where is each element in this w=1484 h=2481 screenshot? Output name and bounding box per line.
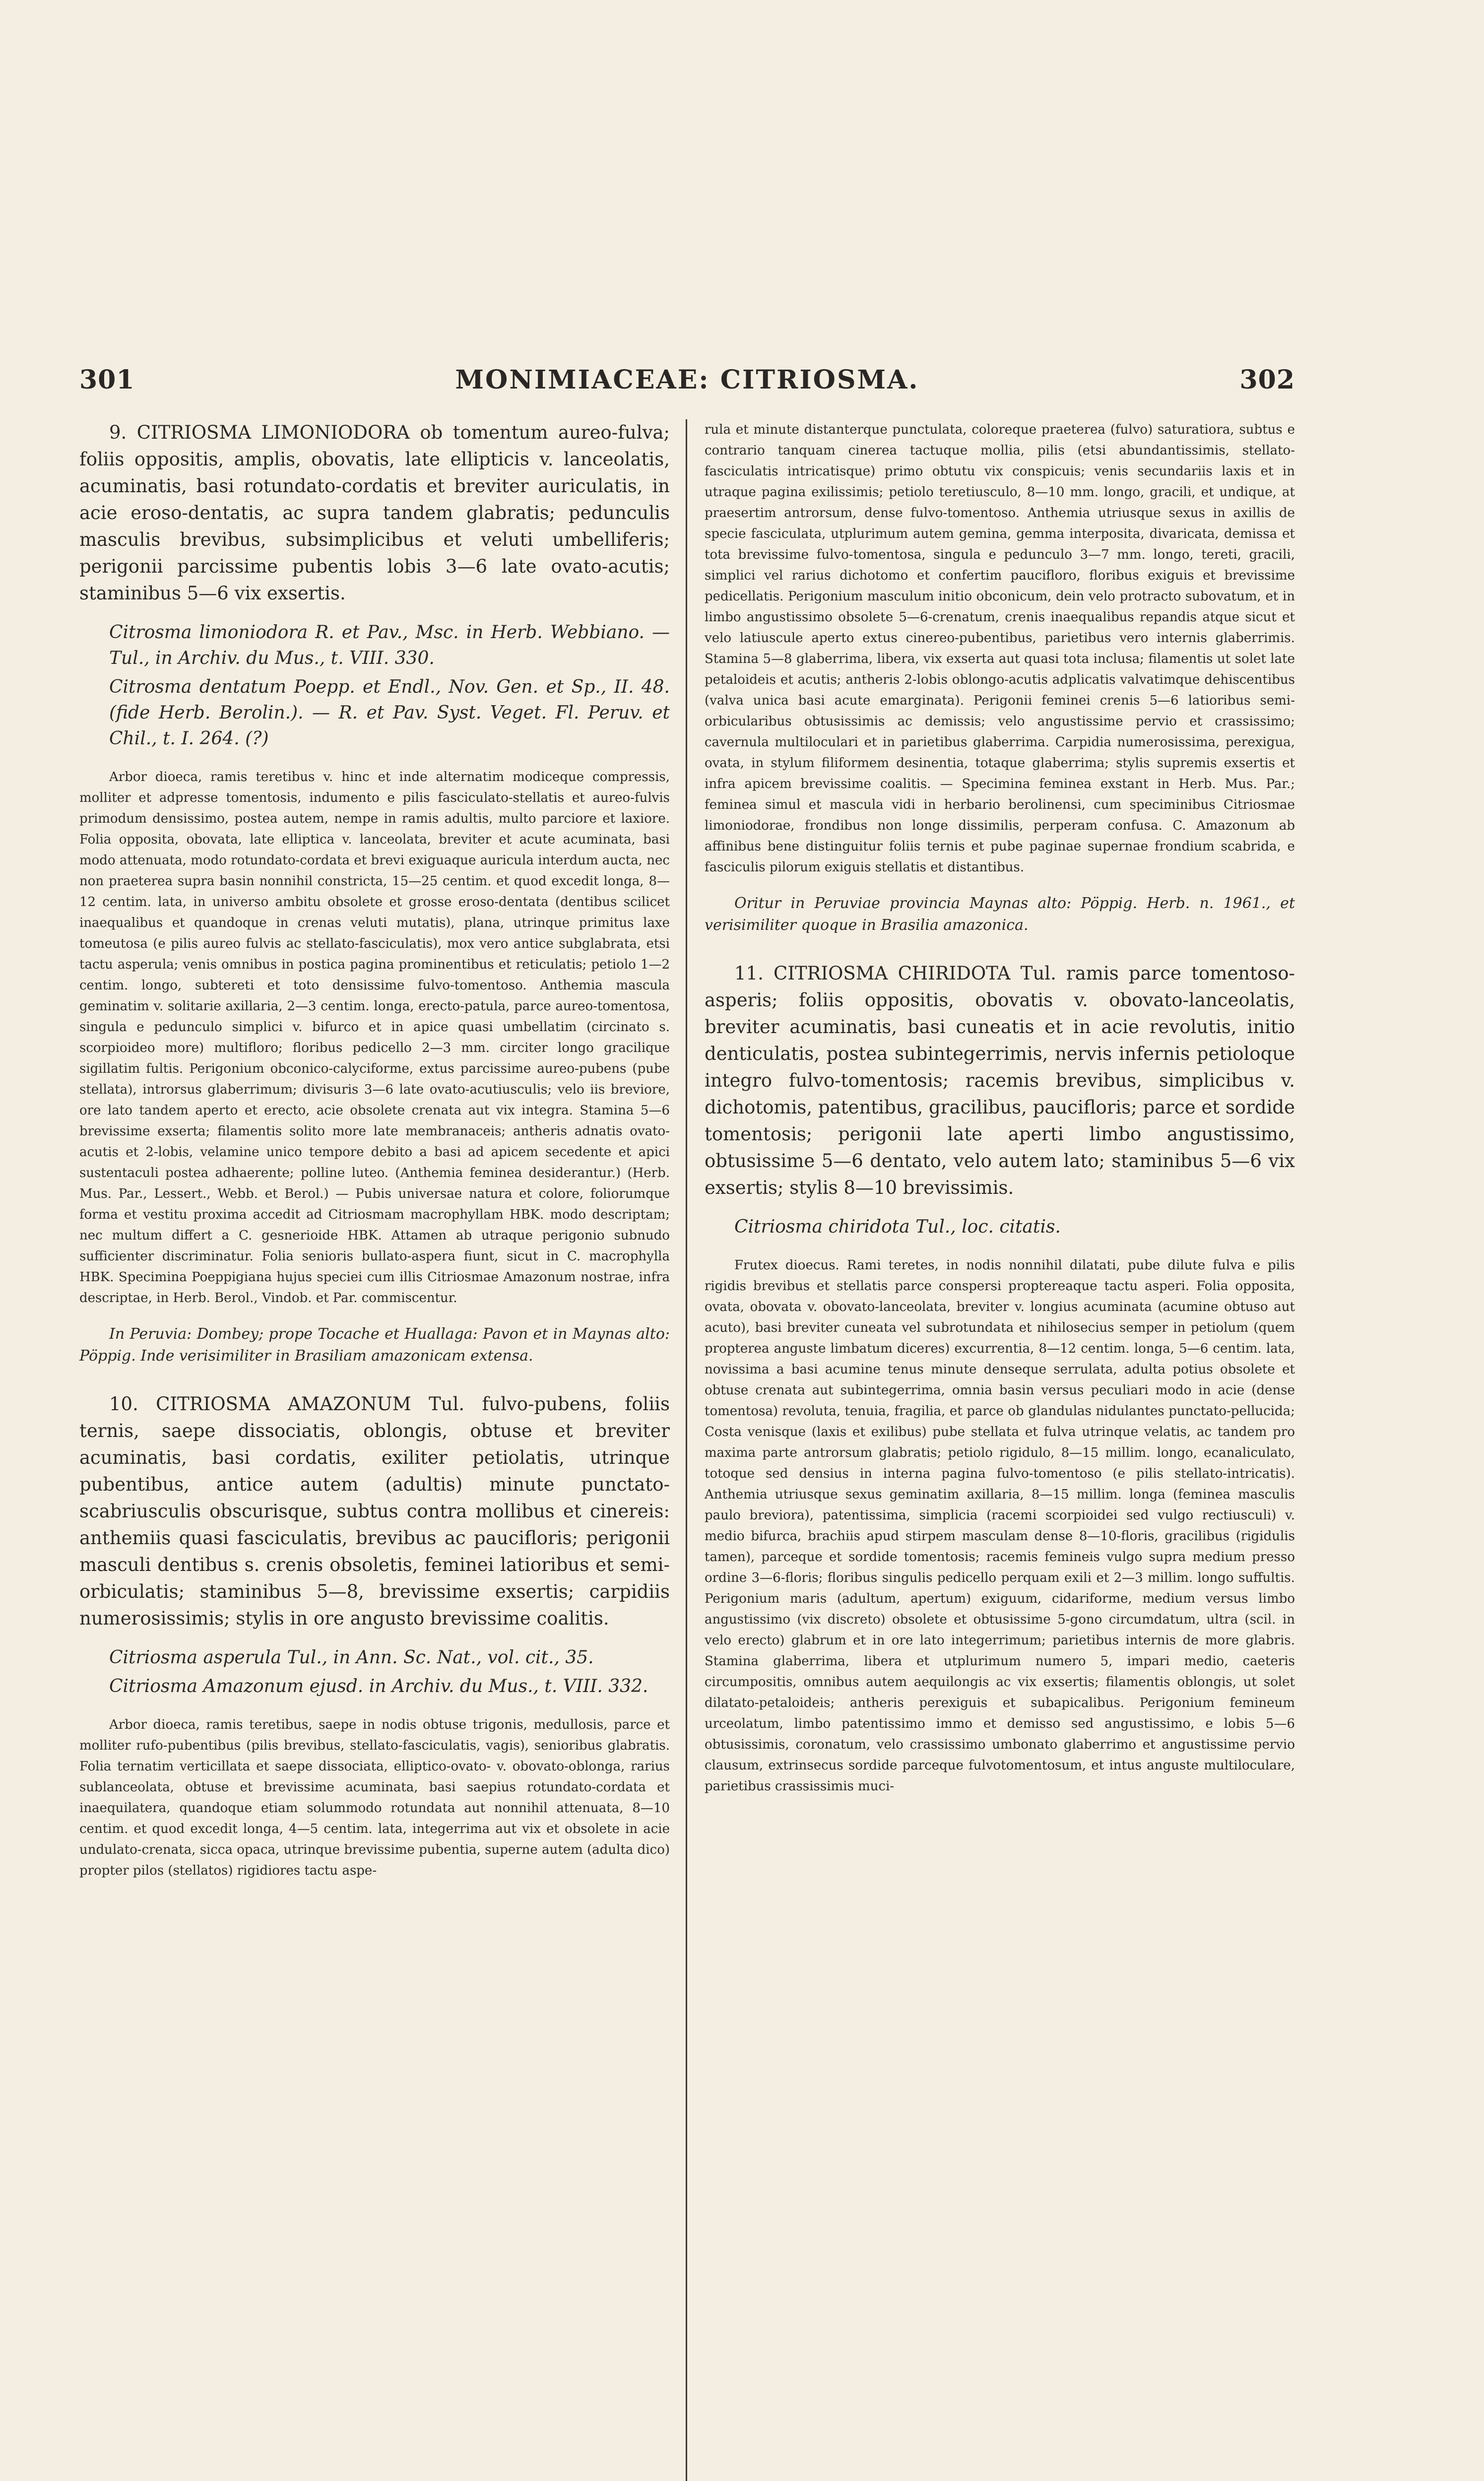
page-number-left: 301: [79, 365, 135, 395]
species-10-section: [79, 1391, 670, 1881]
right-column: [705, 419, 1295, 1797]
species-9-distribution: In Peruvia: Dombey; prope Tocache et Huallaga: Pavon et in Maynas alto: Pöppig. Inde verisimiliter in Brasiliam amazonicam extensa.: [79, 1325, 670, 1365]
species-10-description-continued: rula et minute distanterque punctulata, coloreque praeterea (fulvo) saturatiora, subtus e contrario tanquam cinerea tactuque mollia, pilis (etsi abundantissimis, stellato-fasciculatis intricatisque) primo obtutu vix conspicuis; venis secundariis laxis et in utraque pagina exilissimis; petiolo teretiusculo, 8—10 mm. longo, gracili, et undique, at praesertim antrorsum, dense fulvo-tomentoso. Anthemia utriusque sexus in axillis de specie fasciculata, utplurimum autem gemina, gemma interposita, divaricata, demissa et tota brevissime fulvo-tomentosa, singula e pedunculo 3—7 mm. longo, tereti, gracili, simplici vel rarius dichotomo et confertim paucifloro, floribus exiguis et brevissime pedicellatis. Perigonium masculum initio obconicum, dein velo protracto subovatum, et in limbo angustissimo obsolete 5—6-crenatum, crenis inaequalibus repandis atque sicut et velo latiuscule aperto extus cinereo-pubentibus, parietibus vero internis glaberrimis. Stamina 5—8 glaberrima, libera, vix exserta aut quasi tota inclusa; filamentis ut solet late petaloideis et acutis; antheris 2-lobis oblongo-acutis adplicatis valvatimque dehiscentibus (valva unica basi acute emarginata). Perigonii feminei crenis 5—6 latioribus semi-orbicularibus obtusissimis ac demissis; velo angustissime pervio et crassissimo; cavernula multiloculari et in parietibus glaberrima. Carpidia numerosissima, perexigua, ovata, in stylum filiformem desinentia, totaque glaberrima; stylis supremis exsertis et infra apicem brevissime coalitis. — Specimina feminea exstant in Herb. Mus. Par.; feminea simul et mascula vidi in herbario berolinensi, cum speciminibus Citriosmae limoniodorae, frondibus non longe dissimilis, perperam confusa. C. Amazonum ab affinibus bene distinguitur foliis ternis et pube paginae supernae frondium scabrida, e fasciculis pilorum exiguis stellatis et distantibus.: [705, 422, 1295, 875]
species-9-synonym-2: Citrosma dentatum Poepp. et Endl., Nov. Gen. et Sp., II. 48. (fide Herb. Berolin.). — R. et Pav. Syst. Veget. Fl. Peruv. et Chil., t. I. 264. (?): [109, 677, 670, 749]
column-divider: [686, 419, 687, 2481]
species-11-diagnosis: 11. CITRIOSMA CHIRIDOTA Tul. ramis parce tomentoso-asperis; foliis oppositis, obovatis v. obovato-lanceolatis, breviter acuminatis, basi cuneatis et in acie revolutis, initio denticulatis, postea subintegerrimis, nervis infernis petioloque integro fulvo-tomentosis; racemis brevibus, simplicibus v. dichotomis, patentibus, gracilibus, paucifloris; parce et sordide tomentosis; perigonii late aperti limbo angustissimo, obtusissime 5—6 dentato, velo autem lato; staminibus 5—6 vix exsertis; stylis 8—10 brevissimis.: [705, 963, 1295, 1198]
species-11-synonym: Citriosma chiridota Tul., loc. citatis.: [734, 1217, 1061, 1237]
species-10-distribution: Oritur in Peruviae provincia Maynas alto: Pöppig. Herb. n. 1961., et verisimiliter quoque in Brasilia amazonica.: [705, 895, 1295, 934]
species-11-section: [705, 960, 1295, 1797]
species-9-synonym: Citrosma limoniodora R. et Pav., Msc. in Herb. Webbiano. — Tul., in Archiv. du Mus., t. VIII. 330.: [109, 622, 670, 668]
species-11-description: Frutex dioecus. Rami teretes, in nodis nonnihil dilatati, pube dilute fulva e pilis rigidis brevibus et stellatis parce conspersi proptereaque tactu asperi. Folia opposita, ovata, obovata v. obovato-lanceolata, breviter v. longius acuminata (acumine obtuso aut acuto), basi breviter cuneata vel subrotundata et nihilosecius semper in petiolum (quem propterea anguste limbatum diceres) excurrentia, 8—12 centim. longa, 5—6 centim. lata, novissima a basi acumine tenus minute denseque serrulata, adulta potius obsolete et obtuse crenata aut subintegerrima, omnia basin versus peculiari modo in acie (dense tomentosa) revoluta, tenuia, fragilia, et parce ob glandulas nidulantes punctato-pellucida; Costa venisque (laxis et exilibus) pube stellata et fulva utrinque velatis, ac tandem pro maxima parte antrorsum glabratis; petiolo rigidulo, 8—15 millim. longo, ecanaliculato, totoque sed densius in interna pagina fulvo-tomentoso (e pilis stellato-intricatis). Anthemia utriusque sexus geminatim axillaria, 8—15 millim. longa (feminea masculis paulo breviora), patentissima, simplicia (racemi scorpioidei sed vulgo rectiusculi) v. medio bifurca, brachiis apud stirpem masculam dense 8—10-floris, gracilibus (rigidulis tamen), parceque et sordide tomentosis; racemis femineis vulgo supra medium presso ordine 3—6-floris; floribus singulis pedicello perquam exili et 2—3 millim. longo suffultis. Perigonium maris (adultum, apertum) exiguum, cidariforme, medium versus limbo angustissimo (vix discreto) obsolete et obtusissime 5-gono circumdatum, ultra (scil. in velo erecto) glabrum et in ore lato integerrimum; parietibus internis de more glabris. Stamina glaberrima, libera et utplurimum numero 5, impari medio, caeteris circumpositis, omnibus autem aequilongis ac vix exsertis; filamentis oblongis, ut solet dilatato-petaloideis; antheris perexiguis et subapicalibus. Perigonium femineum urceolatum, limbo patentissimo immo et demisso sed angustissimo, e lobis 5—6 obtusissimis, coronatum, velo crassissimo umbonato glaberrimo et angustissime pervio clausum, extrinsecus sordide parceque fulvotomentosum, et intus anguste multiloculare, parietibus crassissimis muci-: [705, 1258, 1295, 1794]
species-9-description: Arbor dioeca, ramis teretibus v. hinc et inde alternatim modiceque compressis, molliter et adpresse tomentosis, indumento e pilis fasciculato-stellatis et aureo-fulvis primodum densissimo, postea autem, nempe in ramis adultis, multo parciore et laxiore. Folia opposita, obovata, late elliptica v. lanceolata, breviter et acute acuminata, basi modo attenuata, modo rotundato-cordata et brevi exiguaque auricula interdum aucta, nec non praeterea supra basin nonnihil constricta, 15—25 centim. et quod excedit longa, 8—12 centim. lata, in universo ambitu obsolete et grosse eroso-dentata (dentibus scilicet inaequalibus et quandoque in crenas veluti mutatis), plana, utrinque primitus laxe tomeutosa (e pilis aureo fulvis ac stellato-fasciculatis), mox vero antice subglabrata, etsi tactu asperula; venis omnibus in postica pagina prominentibus et reticulatis; petiolo 1—2 centim. longo, subtereti et toto densissime fulvo-tomentoso. Anthemia mascula geminatim v. solitarie axillaria, 2—3 centim. longa, erecto-patula, parce aureo-tomentosa, singula e pedunculo simplici v. bifurco et in apice quasi umbellatim (circinato s. scorpioideo more) multifloro; floribus pedicello 2—3 mm. circiter longo gracilique sigillatim fultis. Perigonium obconico-calyciforme, extus parcissime aureo-pubens (pube stellata), introrsus glaberrimum; divisuris 3—6 late ovato-acutiusculis; velo iis breviore, ore lato tandem aperto et erecto, acie obsolete crenata aut vix integra. Stamina 5—6 brevissime exserta; filamentis solito more late membranaceis; antheris adnatis ovato-acutis et 2-lobis, velamine unico tempore debito a basi ad apicem secedente et apici sustentaculi postea adhaerente; polline luteo. (Anthemia feminea desiderantur.) (Herb. Mus. Par., Lessert., Webb. et Berol.) — Pubis universae natura et colore, foliorumque forma et vestitu proxima accedit ad Citriosmam macrophyllam HBK. modo descriptam; nec multum differt a C. gesnerioide HBK. Attamen ab utraque perigonio subnudo sufficienter discriminatur. Folia senioris bullato-aspera fiunt, sicut in C. macrophylla HBK. Specimina Poeppigiana hujus speciei cum illis Citriosmae Amazonum nostrae, infra descriptae, in Herb. Berol., Vindob. et Par. commiscentur.: [79, 770, 670, 1306]
species-10-description: Arbor dioeca, ramis teretibus, saepe in nodis obtuse trigonis, medullosis, parce et molliter rufo-pubentibus (pilis brevibus, stellato-fasciculatis, vagis), senioribus glabratis. Folia ternatim verticillata et saepe dissociata, elliptico-ovato- v. obovato-oblonga, rarius sublanceolata, obtuse et brevissime acuminata, basi saepius rotundato-cordata et inaequilatera, quandoque etiam solummodo rotundata aut nonnihil attenuata, 8—10 centim. et quod excedit longa, 4—5 centim. lata, integerrima aut vix et obsolete in acie undulato-crenata, sicca opaca, utrinque brevissime pubentia, superne autem (adulta dico) propter pilos (stellatos) rigidiores tactu aspe-: [79, 1717, 670, 1878]
species-10-synonym: Citriosma asperula Tul., in Ann. Sc. Nat., vol. cit., 35.: [109, 1647, 594, 1668]
species-10-diagnosis: 10. CITRIOSMA AMAZONUM Tul. fulvo-pubens, foliis ternis, saepe dissociatis, oblongis, obtuse et breviter acuminatis, basi cordatis, exiliter petiolatis, utrinque pubentibus, antice autem (adultis) minute punctato-scabriusculis obscurisque, subtus contra mollibus et cinereis: anthemiis quasi fasciculatis, brevibus ac paucifloris; perigonii masculi dentibus s. crenis obsoletis, feminei latioribus et semi-orbiculatis; staminibus 5—8, brevissime exsertis; carpidiis numerosissimis; stylis in ore angusto brevissime coalitis.: [79, 1393, 670, 1629]
page-number-right: 302: [1239, 365, 1295, 395]
species-9-diagnosis: 9. CITRIOSMA LIMONIODORA ob tomentum aureo-fulva; foliis oppositis, amplis, obovatis, late ellipticis v. lanceolatis, acuminatis, basi rotundato-cordatis et breviter auriculatis, in acie eroso-dentatis, ac supra tandem glabratis; pedunculis masculis brevibus, subsimplicibus et veluti umbelliferis; perigonii parcissime pubentis lobis 3—6 late ovato-acutis; staminibus 5—6 vix exsertis.: [79, 422, 670, 604]
page-header: [79, 365, 1295, 404]
species-10-synonym-2: Citriosma Amazonum ejusd. in Archiv. du Mus., t. VIII. 332.: [109, 1676, 648, 1697]
left-column: [79, 419, 670, 1881]
running-title: MONIMIACEAE: CITRIOSMA.: [455, 365, 919, 395]
